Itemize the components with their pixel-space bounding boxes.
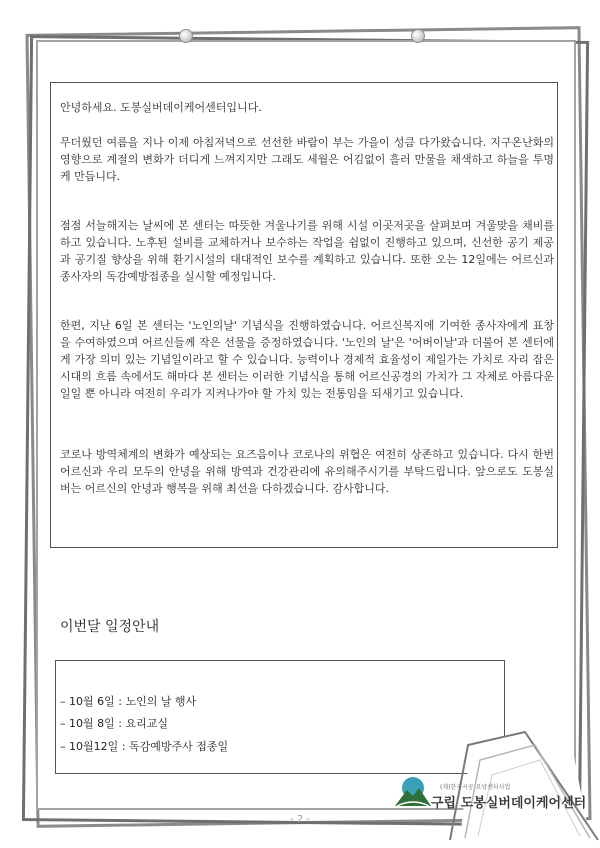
letter-paragraph: 코로나 방역체계의 변화가 예상되는 요즈음이나 코로나의 위협은 여전히 상존하고 있습니다. 다시 한번 어르신과 우리 모두의 안녕을 위해 방역과 건강관리에 유의해주시기를 부탁드립니다. 앞으로도 도봉실버는 어르신의 안녕과 행복을 위해 최선을 다하겠습니다. 감사합니다. [60,448,554,495]
pin-icon [411,29,425,43]
letter-paragraph: 점점 서늘해지는 날씨에 본 센터는 따뜻한 겨울나기를 위해 시설 이곳저곳을 살펴보며 겨울맞을 채비를 하고 있습니다. 노후된 설비를 교체하거나 보수하는 작업을 쉼없이 진행하고 있으며, 신선한 공기 제공과 공기질 향상을 위해 환기시설의 대대적인 보수를 계획하고 있습니다. 또한 오는 12일에는 어르신과 종사자의 독감예방접종을 실시할 예정입니다. [60,219,554,283]
schedule-title: 이번달 일정안내 [60,619,160,635]
schedule-item: – 10월 6일 : 노인의 날 행사 [60,695,197,708]
schedule-item: – 10월12일 : 독감예방주사 접종일 [60,740,229,753]
schedule-item: – 10월 8일 : 요리교실 [60,717,168,730]
organization-subtitle: (재)한국시공 요양센터사업 [440,784,511,791]
pin-icon [179,29,193,43]
letter-paragraph: 한편, 지난 6일 본 센터는 '노인의날' 기념식을 진행하였습니다. 어르신복지에 기여한 종사자에게 표창을 수여하였으며 어르신들께 작은 선물을 증정하였습니다. '노인의 날'은 '어버이날'과 더불어 본 센터에게 가장 의미 있는 기념일이라고 할 수 있습니다. 능력이나 경제적 효율성이 제일가는 가치로 자리 잡은 시대의 흐름 속에서도 해마다 본 센터는 이러한 기념식을 통해 어르신공경의 가치가 그 자체로 아름다운 일일 뿐 아니라 여전히 우리가 지켜나가야 할 가치 있는 전통임을 되새기고 있습니다. [60,319,554,400]
organization-name: 구립 도봉실버데이케어센터 [431,796,587,811]
organization-logo-icon [393,774,433,808]
letter-paragraph: 무더웠던 여름을 지나 이제 아침저녁으로 선선한 바람이 부는 가을이 성큼 다가왔습니다. 지구온난화의 영향으로 계절의 변화가 더디게 느껴지지만 그래도 세월은 어김없이 흘러 만물을 채색하고 하늘을 투명케 만듭니다. [60,136,554,183]
page-number: - 2 - [290,814,310,825]
letter-greeting: 안녕하세요. 도봉실버데이케어센터입니다. [60,101,262,114]
